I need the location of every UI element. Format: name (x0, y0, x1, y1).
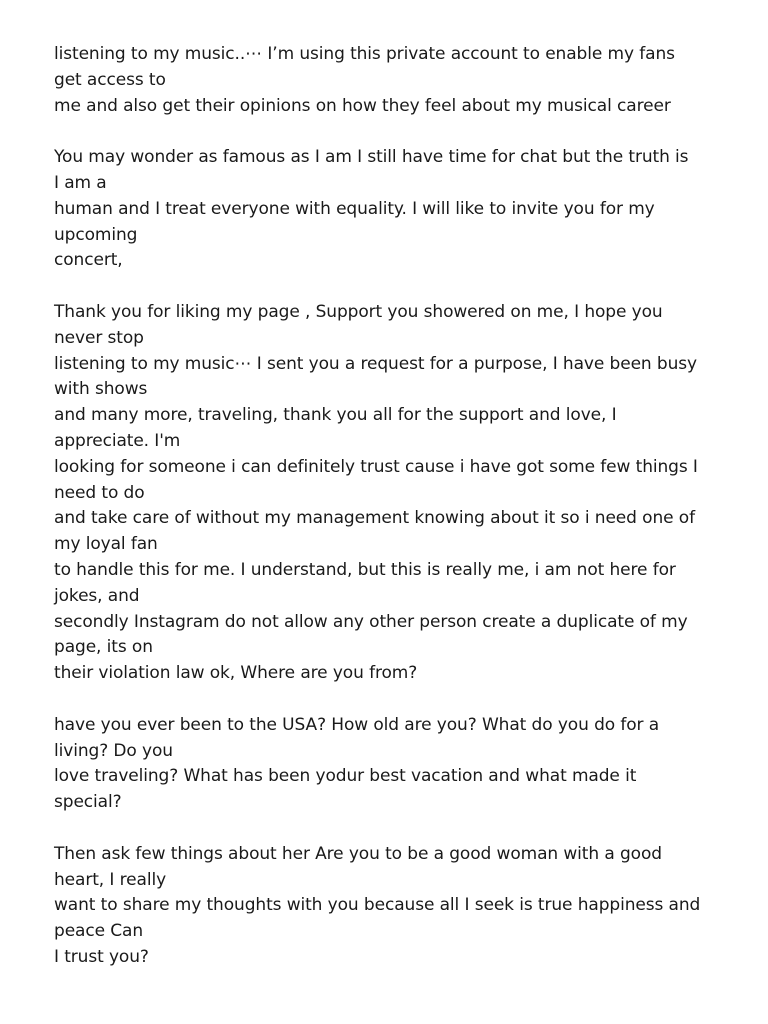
text-line: listening to my music..⋯ I’m using this private account to enable my fans (54, 44, 675, 64)
text-line: secondly Instagram do not allow any other person create a duplicate of my (54, 611, 688, 632)
text-line: have you ever been to the USA? How old are you? What do you do for a (54, 714, 660, 735)
text-line: peace Can (54, 921, 144, 942)
text-line: human and I treat everyone with equality. I will like to invite you for my (54, 198, 655, 219)
text-line: page, its on (54, 637, 153, 658)
text-line: and many more, traveling, thank you all for the support and love, I (54, 405, 617, 426)
text-line: I am a (54, 172, 107, 193)
text-line: to handle this for me. I understand, but this is really me, i am not here for (54, 559, 676, 580)
text-line: special? (54, 792, 122, 813)
text-line: Then ask few things about her Are you to be a good woman with a good (54, 843, 662, 864)
paragraph-4 (54, 713, 724, 816)
text-line: Thank you for liking my page , Support you showered on me, I hope you (54, 301, 663, 322)
paragraph-3 (54, 300, 724, 687)
text-line: appreciate. I'm (54, 430, 181, 451)
text-line: me and also get their opinions on how they feel about my musical career (54, 95, 671, 116)
text-line: living? Do you (54, 740, 173, 761)
paragraph-5 (54, 842, 724, 971)
text-line: my loyal fan (54, 534, 158, 555)
text-line: listening to my music⋯ I sent you a request for a purpose, I have been busy (54, 353, 697, 374)
text-line: get access to (54, 69, 166, 90)
text-line: never stop (54, 327, 144, 348)
text-line: I trust you? (54, 946, 149, 967)
text-line: need to do (54, 482, 145, 503)
text-line: their violation law ok, Where are you from? (54, 663, 418, 684)
document-body (54, 42, 724, 996)
text-line: with shows (54, 379, 148, 400)
text-line: concert, (54, 250, 123, 271)
paragraph-2 (54, 145, 724, 274)
text-line: heart, I really (54, 869, 167, 890)
text-line: and take care of without my management knowing about it so i need one of (54, 508, 695, 529)
text-line: looking for someone i can definitely trust cause i have got some few things I (54, 456, 698, 477)
text-line: upcoming (54, 224, 138, 245)
text-line: love traveling? What has been yodur best vacation and what made it (54, 766, 637, 787)
paragraph-1 (54, 42, 724, 119)
text-line: jokes, and (54, 585, 140, 606)
text-line: want to share my thoughts with you because all I seek is true happiness and (54, 895, 701, 916)
text-line: You may wonder as famous as I am I still have time for chat but the truth is (54, 147, 689, 168)
